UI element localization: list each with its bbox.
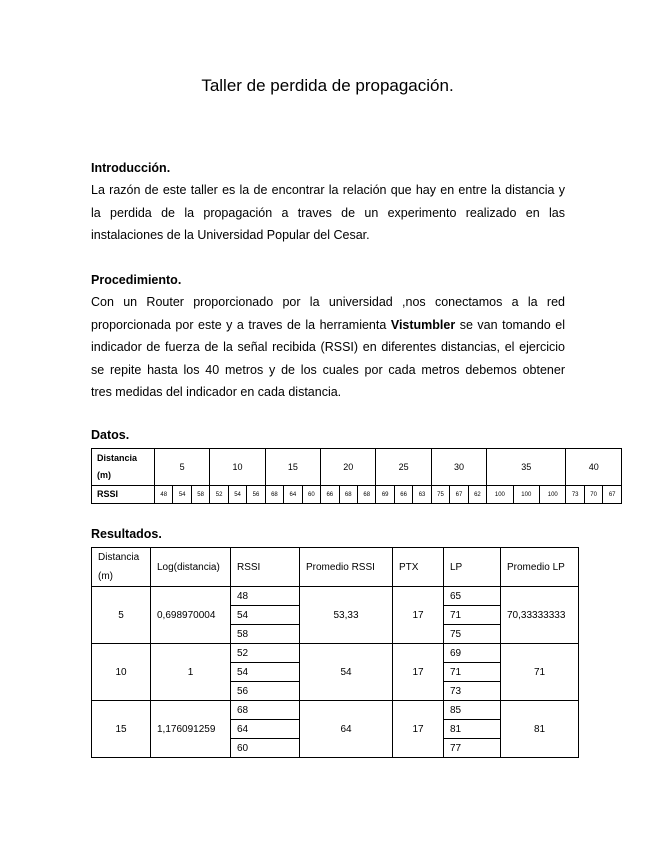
header-ptx: PTX (393, 548, 444, 587)
datos-rssi-cell: 48 (155, 486, 173, 504)
header-promedio-rssi: Promedio RSSI (300, 548, 393, 587)
datos-rssi-label: RSSI (92, 486, 155, 504)
datos-heading: Datos. (91, 428, 130, 442)
datos-rssi-cell: 56 (247, 486, 265, 504)
header-distancia (92, 548, 151, 587)
datos-rssi-cell: 67 (603, 486, 622, 504)
datos-distance-cell: 10 (210, 449, 265, 486)
vistumbler-tool-name: Vistumbler (390, 317, 456, 332)
datos-table (91, 448, 622, 504)
table-row (92, 587, 579, 606)
cell-ptx: 17 (393, 587, 444, 644)
header-rssi: RSSI (231, 548, 300, 587)
datos-rssi-cell: 63 (413, 486, 431, 504)
cell-lp: 77 (444, 739, 501, 758)
cell-rssi: 54 (231, 663, 300, 682)
cell-distancia: 15 (92, 701, 151, 758)
header-lp: LP (444, 548, 501, 587)
datos-rssi-cell: 52 (210, 486, 228, 504)
datos-rssi-cell: 60 (302, 486, 320, 504)
datos-rssi-row (92, 486, 622, 504)
cell-rssi: 64 (231, 720, 300, 739)
intro-line: La razón de este taller es la de encontrar la relación que hay en entre la distancia y (91, 183, 565, 197)
datos-rssi-cell: 68 (265, 486, 283, 504)
cell-promedio-lp: 71 (501, 644, 579, 701)
header-distancia-2: (m) (98, 571, 113, 582)
datos-rssi-cell: 75 (431, 486, 449, 504)
intro-paragraph (91, 179, 565, 247)
intro-line: la perdida de la propagación a traves de un experimento realizado en las (91, 205, 565, 220)
cell-rssi: 48 (231, 587, 300, 606)
datos-rssi-cell: 62 (468, 486, 486, 504)
datos-rssi-cell: 73 (566, 486, 584, 504)
cell-promedio-rssi: 54 (300, 644, 393, 701)
cell-promedio-rssi: 64 (300, 701, 393, 758)
cell-rssi: 60 (231, 739, 300, 758)
cell-lp: 81 (444, 720, 501, 739)
cell-rssi: 54 (231, 606, 300, 625)
datos-distance-label-1: Distancia (97, 453, 138, 463)
cell-lp: 75 (444, 625, 501, 644)
cell-log: 1,176091259 (151, 701, 231, 758)
cell-lp: 65 (444, 587, 501, 606)
datos-rssi-cell: 64 (284, 486, 302, 504)
cell-distancia: 10 (92, 644, 151, 701)
proc-text: proporcionada por este y a traves de la herramienta (91, 317, 391, 332)
datos-distance-cell: 25 (376, 449, 431, 486)
cell-rssi: 58 (231, 625, 300, 644)
table-row (92, 644, 579, 663)
datos-rssi-cell: 68 (357, 486, 375, 504)
proc-line: se repite hasta los 40 metros y de los cuales por cada metros debemos obtener (91, 362, 565, 377)
datos-distance-cell: 15 (265, 449, 320, 486)
cell-log: 1 (151, 644, 231, 701)
datos-rssi-cell: 68 (339, 486, 357, 504)
procedimiento-heading: Procedimiento. (91, 273, 182, 287)
datos-distance-cell: 30 (431, 449, 486, 486)
datos-rssi-cell: 66 (394, 486, 412, 504)
cell-ptx: 17 (393, 644, 444, 701)
header-distancia-1: Distancia (98, 552, 140, 563)
cell-promedio-lp: 81 (501, 701, 579, 758)
datos-distance-label (92, 449, 155, 486)
proc-text: se van tomando el (455, 317, 565, 332)
cell-log: 0,698970004 (151, 587, 231, 644)
intro-line: instalaciones de la Universidad Popular del Cesar. (91, 228, 370, 242)
procedimiento-paragraph (91, 291, 565, 404)
cell-rssi: 56 (231, 682, 300, 701)
resultados-table (91, 547, 579, 758)
datos-rssi-cell: 100 (540, 486, 566, 504)
proc-line (91, 314, 565, 337)
cell-promedio-rssi: 53,33 (300, 587, 393, 644)
proc-line: indicador de fuerza de la señal recibida (RSSI) en diferentes distancias, el ejercicio (91, 340, 565, 354)
cell-lp: 71 (444, 663, 501, 682)
cell-rssi: 52 (231, 644, 300, 663)
cell-rssi: 68 (231, 701, 300, 720)
intro-heading: Introducción. (91, 161, 171, 175)
header-promedio-lp: Promedio LP (501, 548, 579, 587)
datos-distance-cell: 5 (155, 449, 210, 486)
datos-rssi-cell: 58 (191, 486, 209, 504)
datos-distance-label-2: (m) (97, 470, 111, 480)
datos-rssi-cell: 67 (450, 486, 468, 504)
cell-lp: 85 (444, 701, 501, 720)
datos-distance-cell: 40 (566, 449, 622, 486)
datos-rssi-cell: 54 (228, 486, 246, 504)
datos-rssi-cell: 70 (584, 486, 602, 504)
datos-distance-cell: 35 (487, 449, 566, 486)
cell-promedio-lp: 70,33333333 (501, 587, 579, 644)
datos-rssi-cell: 69 (376, 486, 394, 504)
proc-line: Con un Router proporcionado por la universidad ,nos conectamos a la red (91, 295, 565, 309)
datos-rssi-cell: 66 (321, 486, 339, 504)
document-title: Taller de perdida de propagación. (201, 76, 454, 95)
cell-lp: 73 (444, 682, 501, 701)
datos-rssi-cell: 54 (173, 486, 191, 504)
datos-rssi-cell: 100 (513, 486, 539, 504)
cell-lp: 69 (444, 644, 501, 663)
resultados-header-row (92, 548, 579, 587)
resultados-heading: Resultados. (91, 527, 162, 541)
datos-rssi-cell: 100 (487, 486, 513, 504)
table-row (92, 701, 579, 720)
header-log: Log(distancia) (151, 548, 231, 587)
proc-line: tres medidas del indicador en cada distancia. (91, 385, 342, 399)
cell-distancia: 5 (92, 587, 151, 644)
datos-distance-cell: 20 (321, 449, 376, 486)
cell-ptx: 17 (393, 701, 444, 758)
cell-lp: 71 (444, 606, 501, 625)
